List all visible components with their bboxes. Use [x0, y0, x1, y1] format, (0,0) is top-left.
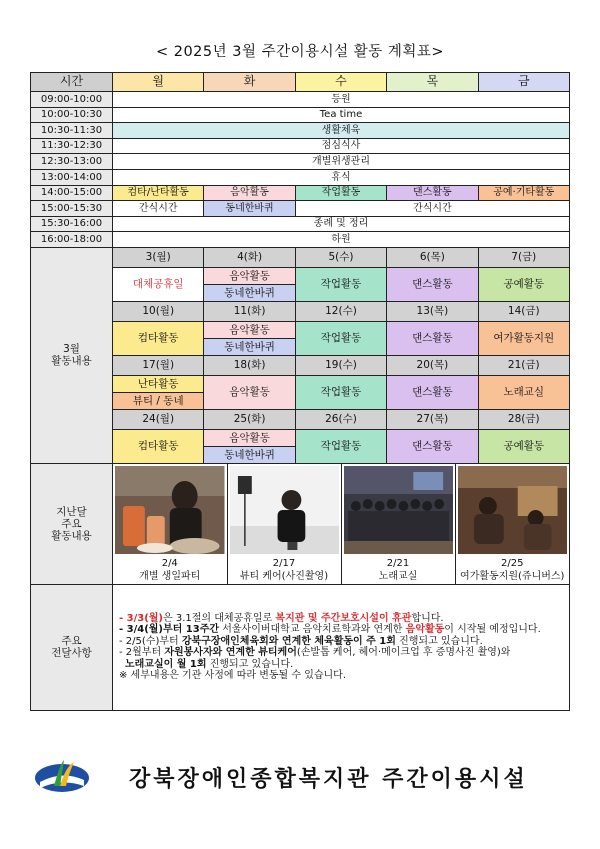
photo-date: 2/4 — [161, 557, 178, 569]
time-slot: 16:00-18:00 — [31, 232, 113, 248]
activity-cell: 컴타활동 — [113, 429, 204, 463]
timetable-row — [31, 232, 570, 248]
photo-date: 2/25 — [501, 557, 524, 569]
activity-cell: 동네한바퀴 — [204, 284, 295, 301]
activity-cell: 작업활동 — [295, 267, 386, 301]
photo-card — [227, 464, 341, 584]
timetable-row — [31, 92, 570, 108]
photo-caption: 여가활동지원(쥬니버스) — [460, 571, 565, 583]
date-cell: 27(목) — [387, 409, 478, 429]
photo-strip — [113, 463, 570, 584]
activity-cell: 음악활동 — [204, 185, 295, 201]
photo-caption: 노래교실 — [378, 571, 418, 583]
monthly-label-line1: 3월 — [63, 343, 80, 356]
photo-card — [113, 464, 227, 584]
notice-disclaimer: ※ 세부내용은 기관 사정에 따라 변동될 수 있습니다. — [119, 670, 347, 682]
activity-cell: 컴타/난타활동 — [113, 185, 204, 201]
notices-label — [31, 584, 113, 710]
date-cell: 21(금) — [478, 355, 569, 375]
timetable-row — [31, 201, 570, 217]
date-cell: 19(수) — [295, 355, 386, 375]
date-cell: 4(화) — [204, 247, 295, 267]
organization-name: 강북장애인종합복지관 주간이용시설 — [129, 767, 528, 792]
timetable-row — [31, 107, 570, 123]
date-cell: 11(화) — [204, 301, 295, 321]
activity-cell: Tea time — [113, 107, 570, 123]
activity-cell: 점심식사 — [113, 138, 570, 154]
photoshoot-photo — [230, 466, 339, 554]
date-cell: 17(월) — [113, 355, 204, 375]
activity-cell: 뷰티 / 동네 — [113, 392, 204, 409]
time-slot: 10:30-11:30 — [31, 123, 113, 139]
date-cell: 18(화) — [204, 355, 295, 375]
leisure-activity-photo — [458, 466, 568, 554]
activity-cell: 동네한바퀴 — [204, 201, 295, 217]
footer — [34, 756, 574, 800]
date-cell: 20(목) — [387, 355, 478, 375]
timetable-row — [31, 123, 570, 139]
notices-label-line2: 전달사항 — [51, 647, 92, 660]
notice-item: 노래교실이 월 1회 진행되고 있습니다. — [125, 658, 294, 670]
photo-caption: 개별 생일파티 — [139, 571, 201, 583]
notice-item: - 3/4(월)부터 13주간 서울사이버대학교 음악치료학과와 연계한 음악활동이 시작될 예정입니다. — [119, 624, 541, 636]
date-cell: 14(금) — [478, 301, 569, 321]
activity-cell: 공예활동 — [478, 267, 569, 301]
activity-cell: 음악활동 — [204, 267, 295, 284]
activity-cell: 작업활동 — [295, 375, 386, 409]
header-tue: 화 — [204, 73, 295, 92]
notices-body — [113, 584, 570, 710]
page-title: < 2025년 3월 주간이용시설 활동 계획표> — [155, 44, 445, 60]
photo-card — [455, 464, 569, 584]
time-slot: 09:00-10:00 — [31, 92, 113, 108]
activity-cell: 작업활동 — [295, 429, 386, 463]
monthly-label — [31, 247, 113, 463]
notices-label-line1: 주요 — [61, 635, 82, 648]
date-cell: 6(목) — [387, 247, 478, 267]
date-cell: 13(목) — [387, 301, 478, 321]
header-mon: 월 — [113, 73, 204, 92]
activity-cell: 난타활동 — [113, 375, 204, 392]
activity-cell: 댄스활동 — [387, 185, 478, 201]
activity-cell: 노래교실 — [478, 375, 569, 409]
activity-cell: 작업활동 — [295, 185, 386, 201]
date-cell: 5(수) — [295, 247, 386, 267]
timetable-row — [31, 169, 570, 185]
time-slot: 13:00-14:00 — [31, 169, 113, 185]
activity-cell: 간식시간 — [295, 201, 569, 217]
date-cell: 24(월) — [113, 409, 204, 429]
header-fri: 금 — [478, 73, 569, 92]
activity-cell: 종례 및 정리 — [113, 216, 570, 232]
date-cell: 28(금) — [478, 409, 569, 429]
date-cell: 3(월) — [113, 247, 204, 267]
activity-cell: 댄스활동 — [387, 429, 478, 463]
activity-cell: 작업활동 — [295, 321, 386, 355]
activity-cell: 생활체육 — [113, 123, 570, 139]
header-time: 시간 — [31, 73, 113, 92]
time-slot: 15:00-15:30 — [31, 201, 113, 217]
photo-caption: 뷰티 케어(사진촬영) — [239, 571, 329, 583]
activity-cell: 공예활동 — [478, 429, 569, 463]
date-cell: 10(월) — [113, 301, 204, 321]
date-cell: 26(수) — [295, 409, 386, 429]
activity-cell: 댄스활동 — [387, 375, 478, 409]
timetable-row — [31, 216, 570, 232]
photo-date: 2/21 — [386, 557, 410, 569]
schedule-table — [30, 72, 570, 711]
date-cell: 12(수) — [295, 301, 386, 321]
photo-date: 2/17 — [272, 557, 296, 569]
last-month-label — [31, 463, 113, 584]
last-month-label-line2: 주요 — [61, 517, 82, 530]
activity-cell: 등원 — [113, 92, 570, 108]
photo-card — [341, 464, 455, 584]
header-thu: 목 — [387, 73, 478, 92]
activity-cell: 댄스활동 — [387, 267, 478, 301]
time-slot: 11:30-12:30 — [31, 138, 113, 154]
activity-cell: 동네한바퀴 — [204, 338, 295, 355]
activity-cell: 여가활동지원 — [478, 321, 569, 355]
date-cell: 25(화) — [204, 409, 295, 429]
activity-cell: 하원 — [113, 232, 570, 248]
time-slot: 15:30-16:00 — [31, 216, 113, 232]
photos-row — [31, 463, 570, 584]
timetable-row — [31, 138, 570, 154]
date-row — [31, 247, 570, 267]
activity-cell: 동네한바퀴 — [204, 446, 295, 463]
activity-cell: 공예·기타활동 — [478, 185, 569, 201]
timetable-row — [31, 185, 570, 201]
activity-cell: 음악활동 — [204, 321, 295, 338]
activity-cell: 개별위생관리 — [113, 154, 570, 170]
notice-item: - 2월부터 자원봉사자와 연계한 뷰티케어(손발톱 케어, 헤어·메이크업 후 증명사진 촬영)와 — [119, 647, 511, 659]
header-wed: 수 — [295, 73, 386, 92]
notice-item: - 2/5(수)부터 강북구장애인체육회와 연계한 체육활동이 주 1회 진행되고 있습니다. — [119, 635, 483, 647]
time-slot: 10:00-10:30 — [31, 107, 113, 123]
header-row — [31, 73, 570, 92]
activity-cell: 간식시간 — [113, 201, 204, 217]
activity-cell: 휴식 — [113, 169, 570, 185]
singing-class-photo — [344, 466, 453, 554]
activity-cell: 음악활동 — [204, 375, 295, 409]
birthday-photo — [115, 466, 225, 554]
monthly-label-line2: 활동내용 — [51, 355, 92, 368]
last-month-label-line3: 활동내용 — [51, 529, 92, 542]
holiday-cell: 대체공휴일 — [113, 267, 204, 301]
time-slot: 12:30-13:00 — [31, 154, 113, 170]
notice-item: - 3/3(월)은 3.1절의 대체공휴일로 복지관 및 주간보호시설이 휴관합니다. — [119, 612, 444, 624]
activity-cell: 댄스활동 — [387, 321, 478, 355]
time-slot: 14:00-15:00 — [31, 185, 113, 201]
activity-cell: 음악활동 — [204, 429, 295, 446]
date-cell: 7(금) — [478, 247, 569, 267]
activity-cell: 컴타활동 — [113, 321, 204, 355]
organization-logo — [34, 756, 90, 796]
timetable-row — [31, 154, 570, 170]
notices-row — [31, 584, 570, 710]
last-month-label-line1: 지난달 — [56, 505, 87, 518]
